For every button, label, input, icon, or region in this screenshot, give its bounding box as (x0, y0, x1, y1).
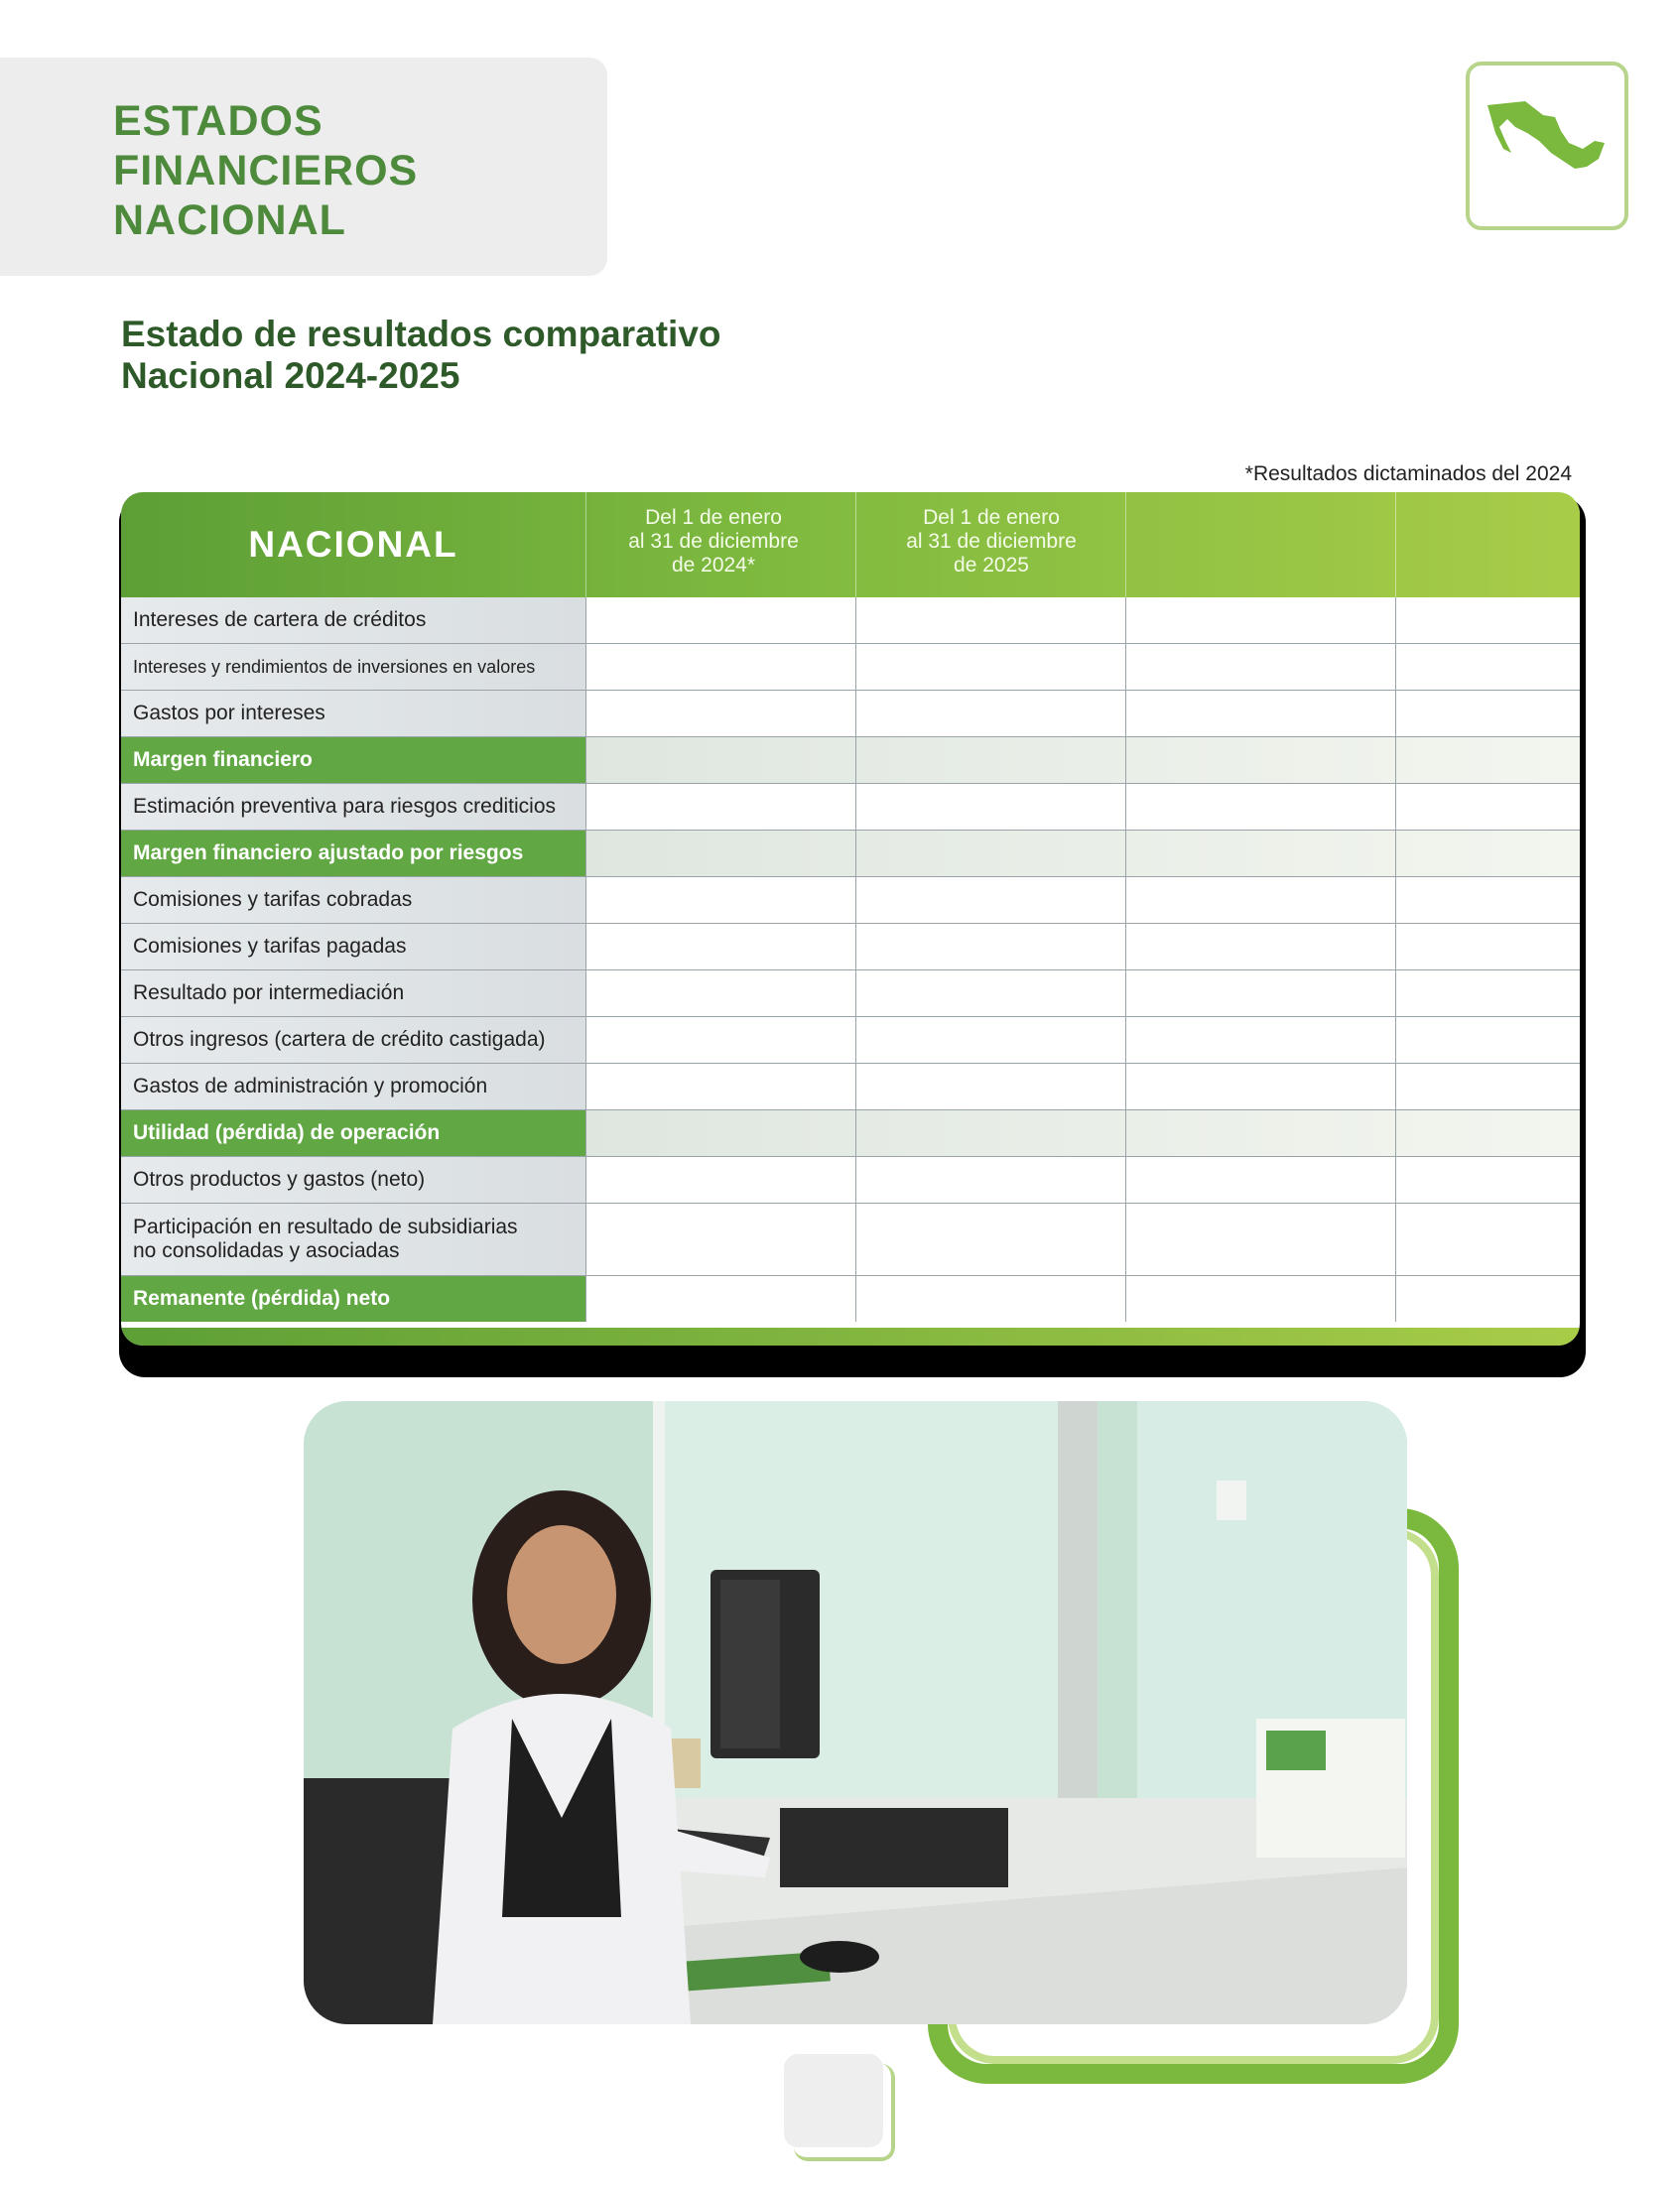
table-row (121, 1017, 1580, 1064)
page-title-line2: Nacional 2024-2025 (121, 355, 460, 396)
table-row-total (121, 1276, 1580, 1322)
table-row (121, 1157, 1580, 1204)
row-label (121, 1204, 585, 1275)
table-footer-bar (121, 1328, 1580, 1346)
row-label: Comisiones y tarifas pagadas (121, 924, 585, 969)
mexico-map-icon (1486, 97, 1609, 187)
row-label: Estimación preventiva para riesgos crediticios (121, 784, 585, 830)
header-divider (855, 492, 856, 597)
row-label-line2: no consolidadas y asociadas (133, 1239, 400, 1262)
table-header (121, 492, 1580, 597)
section-title-line2: FINANCIEROS (113, 147, 419, 194)
column-header-2025 (857, 506, 1125, 578)
table-row-total (121, 1110, 1580, 1157)
section-title-line1: ESTADOS (113, 97, 323, 145)
row-label: Gastos de administración y promoción (121, 1064, 585, 1109)
row-label: Intereses de cartera de créditos (121, 597, 585, 643)
table-row-total (121, 737, 1580, 784)
row-cells (585, 877, 1580, 923)
table-row (121, 1064, 1580, 1110)
income-statement-table (121, 492, 1580, 1346)
column-header-2024-line1: Del 1 de enero (645, 506, 782, 529)
row-cells (585, 831, 1580, 876)
row-cells (585, 784, 1580, 830)
mexico-map-badge (1466, 62, 1628, 230)
photo-illustration (304, 1401, 1407, 2024)
header-divider (585, 492, 586, 597)
table-row-total (121, 831, 1580, 877)
row-label: Utilidad (pérdida) de operación (121, 1110, 585, 1156)
table-row (121, 924, 1580, 970)
row-cells (585, 1064, 1580, 1109)
row-label: Otros productos y gastos (neto) (121, 1157, 585, 1203)
row-cells (585, 644, 1580, 690)
row-cells (585, 691, 1580, 736)
table-row (121, 970, 1580, 1017)
row-cells (585, 1110, 1580, 1156)
row-cells (585, 1276, 1580, 1322)
header-divider (1125, 492, 1126, 597)
table-row (121, 597, 1580, 644)
row-cells (585, 970, 1580, 1016)
photo-employee-at-desk (304, 1401, 1407, 2024)
section-tag (0, 58, 607, 276)
footnote: *Resultados dictaminados del 2024 (1244, 462, 1572, 485)
page-title (121, 314, 721, 397)
header-divider (1395, 492, 1396, 597)
row-label: Comisiones y tarifas cobradas (121, 877, 585, 923)
row-cells (585, 1017, 1580, 1063)
row-label-line1: Participación en resultado de subsidiarias (133, 1216, 518, 1238)
row-label: Otros ingresos (cartera de crédito castigada) (121, 1017, 585, 1063)
row-label: Gastos por intereses (121, 691, 585, 736)
column-header-2024-line3: de 2024* (671, 554, 756, 577)
row-label: Resultado por intermediación (121, 970, 585, 1016)
column-header-2024-line2: al 31 de diciembre (628, 530, 799, 553)
column-header-2025-line2: al 31 de diciembre (906, 530, 1077, 553)
row-cells (585, 737, 1580, 783)
table-row (121, 784, 1580, 831)
column-header-2025-line3: de 2025 (954, 554, 1029, 577)
table-row (121, 1204, 1580, 1276)
column-header-2024 (580, 506, 847, 578)
page-title-line1: Estado de resultados comparativo (121, 314, 721, 354)
table-header-title: NACIONAL (248, 524, 458, 565)
row-cells (585, 924, 1580, 969)
row-cells (585, 1157, 1580, 1203)
column-header-2025-line1: Del 1 de enero (923, 506, 1060, 529)
page-number-box (784, 2054, 883, 2147)
section-title-line3: NACIONAL (113, 196, 346, 244)
row-cells (585, 597, 1580, 643)
row-label: Margen financiero ajustado por riesgos (121, 831, 585, 876)
table-row (121, 691, 1580, 737)
row-label: Margen financiero (121, 737, 585, 783)
row-label: Remanente (pérdida) neto (121, 1276, 585, 1322)
table-row (121, 877, 1580, 924)
table-row (121, 644, 1580, 691)
row-cells (585, 1204, 1580, 1275)
row-label: Intereses y rendimientos de inversiones en valores (121, 644, 585, 690)
